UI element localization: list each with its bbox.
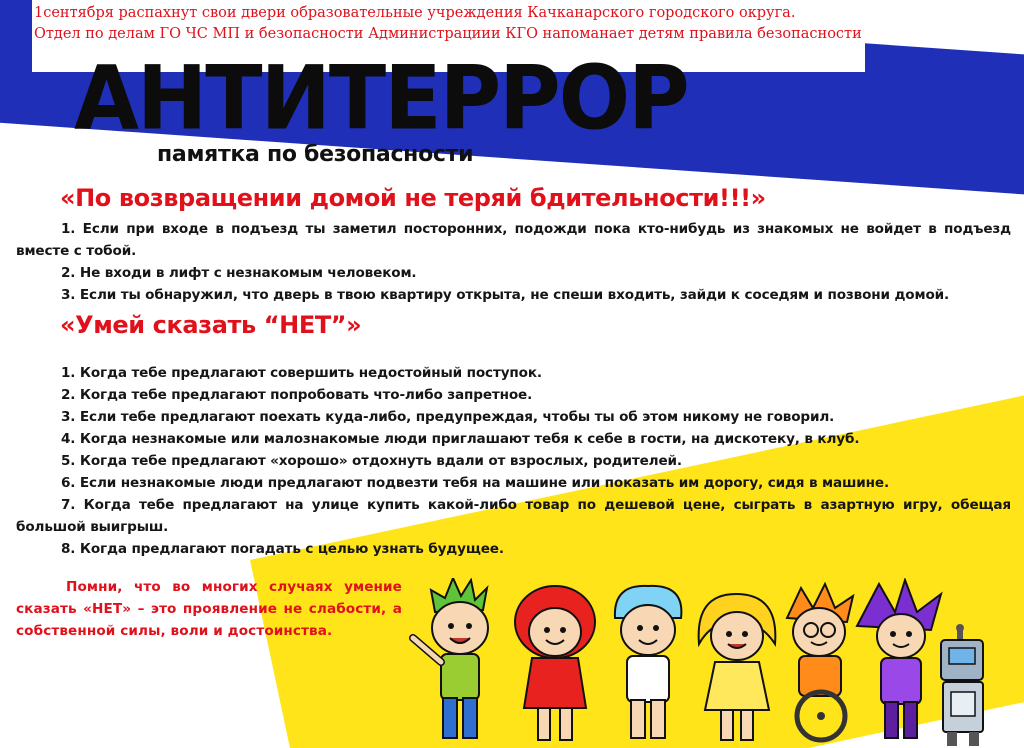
- kid-red-hair: [515, 586, 595, 740]
- list-item: 2. Не входи в лифт с незнакомым человеком.: [61, 265, 417, 281]
- list-item: 3. Если тебе предлагают поехать куда-либо, предупреждая, чтобы ты об этом никому не говорил.: [61, 409, 835, 425]
- list-item: 2. Когда тебе предлагают попробовать что-либо запретное.: [61, 387, 533, 403]
- list-item: 3. Если ты обнаружил, что дверь в твою квартиру открыта, не спеши входить, зайди к соседям и позвони домой.: [61, 287, 950, 303]
- reminder-note: [16, 576, 402, 642]
- section-2-list: [16, 362, 1011, 560]
- reminder-text: Помни, что во многих случаях умение сказать «НЕТ» – это проявление не слабости, а собственной силы, воли и достоинства.: [16, 579, 402, 639]
- notice-line-1: 1сентября распахнут свои двери образовательные учреждения Качканарского городского округа.: [34, 5, 796, 21]
- kid-wheelchair: [787, 584, 853, 740]
- kid-purple-hat: [857, 580, 941, 738]
- list-item: 7. Когда тебе предлагают на улице купить какой-либо товар по дешевой цене, сыграть в азартную игру, обещая большой выигрыш.: [16, 497, 1011, 535]
- poster-title: АНТИТЕРРОР: [74, 46, 688, 150]
- children-illustration: [405, 578, 1024, 748]
- section-1-heading: «По возвращении домой не теряй бдительности!!!»: [60, 184, 766, 212]
- kid-blue-hair: [615, 586, 681, 738]
- section-2-heading: «Умей сказать “НЕТ”»: [60, 311, 362, 339]
- kid-blonde-hair: [699, 594, 776, 740]
- list-item: 6. Если незнакомые люди предлагают подвезти тебя на машине или показать им дорогу, сидя в машине.: [61, 475, 889, 491]
- list-item: 1. Если при входе в подъезд ты заметил посторонних, подожди пока кто-нибудь из знакомых не войдет в подъезд вместе с тобой.: [16, 221, 1011, 259]
- list-item: 1. Когда тебе предлагают совершить недостойный поступок.: [61, 365, 542, 381]
- list-item: 8. Когда предлагают погадать с целью узнать будущее.: [61, 541, 504, 557]
- kid-green-hair: [413, 578, 488, 738]
- robot-figure: [941, 624, 983, 746]
- poster-subtitle: памятка по безопасности: [157, 142, 474, 167]
- list-item: 5. Когда тебе предлагают «хорошо» отдохнуть вдали от взрослых, родителей.: [61, 453, 682, 469]
- list-item: 4. Когда незнакомые или малознакомые люди приглашают тебя к себе в гости, на дискотеку, в клуб.: [61, 431, 860, 447]
- notice-line-2: Отдел по делам ГО ЧС МП и безопасности Администрациии КГО напоманает детям правила безопасности: [34, 26, 862, 42]
- section-1-list: [16, 218, 1011, 306]
